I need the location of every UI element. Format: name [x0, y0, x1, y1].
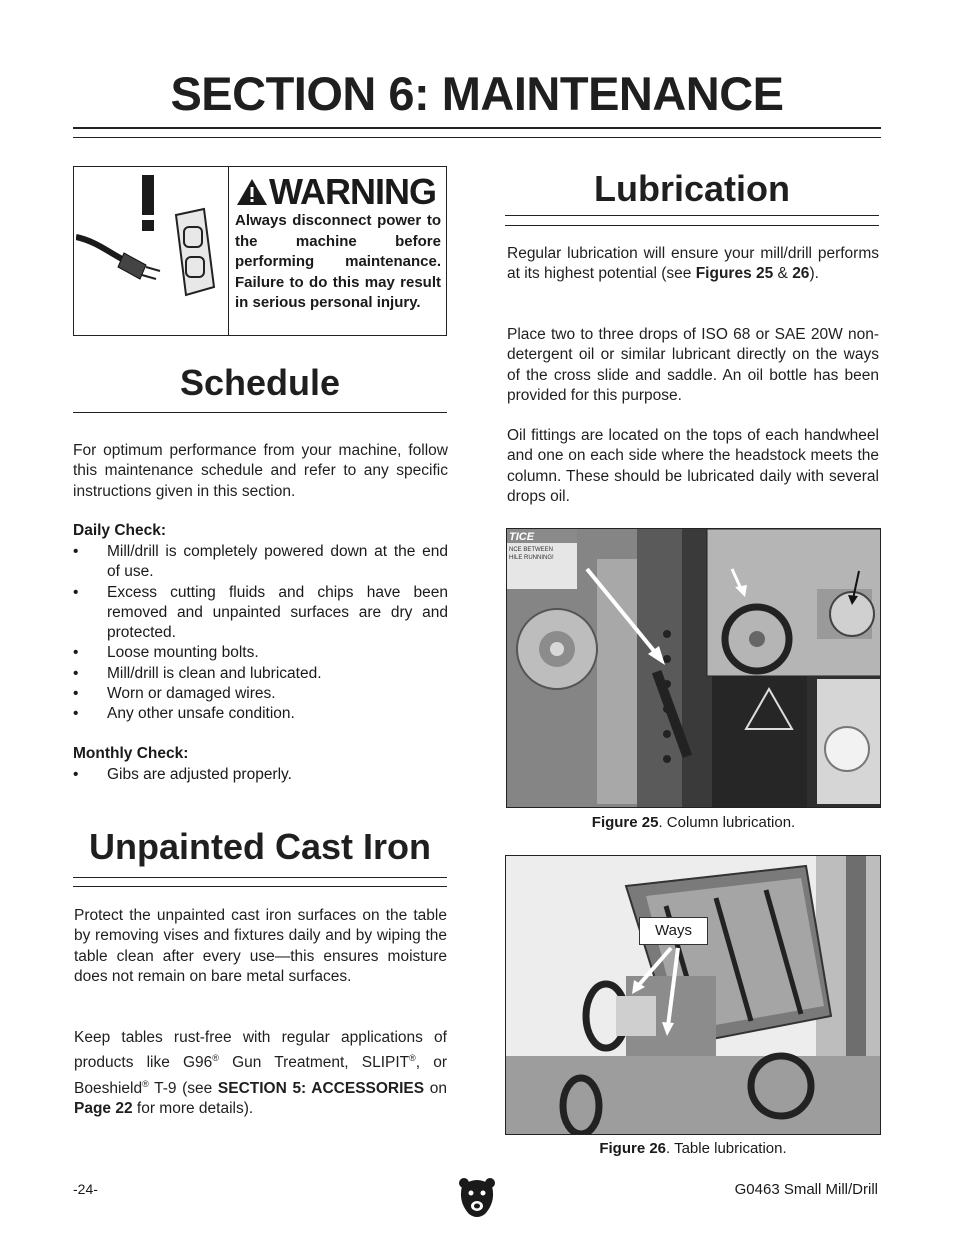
warning-box	[73, 166, 447, 336]
table-lubrication-photo	[506, 856, 881, 1135]
warning-heading	[235, 171, 436, 213]
monthly-check-list	[73, 765, 448, 785]
list-item: • Mill/drill is completely powered down at the end of use.	[73, 543, 448, 581]
list-item: • Loose mounting bolts.	[73, 644, 259, 662]
cast-iron-para-2: Keep tables rust-free with regular applications of products like G96® Gun Treatment, SLIPIT®, or Boeshield® T-9 (see SECTION 5: ACCESSORIES on Page 22 for more details).	[74, 1029, 448, 1118]
bear-logo-icon	[458, 1176, 496, 1220]
list-item: • Excess cutting fluids and chips have been removed and unpainted surfaces are dry and protected.	[73, 583, 448, 642]
list-item: • Worn or damaged wires.	[73, 685, 276, 703]
figure-25-sign-line-2: HILE RUNNING!	[509, 555, 554, 561]
lubrication-rule-2	[505, 225, 879, 226]
warning-triangle-icon	[235, 177, 269, 207]
unplug-warning-icon	[76, 169, 226, 334]
page-title: SECTION 6: MAINTENANCE	[170, 67, 784, 120]
cast-iron-heading: Unpainted Cast Iron	[88, 826, 432, 867]
figure-26-caption: Figure 26. Table lubrication.	[599, 1140, 787, 1157]
daily-check-list	[73, 542, 448, 725]
schedule-heading: Schedule	[179, 362, 341, 403]
lubrication-rule-1	[505, 215, 879, 216]
figure-26-photo	[505, 855, 881, 1135]
daily-check-label: Daily Check:	[73, 522, 167, 539]
column-lubrication-photo	[507, 529, 881, 808]
lubrication-para-3: Oil fittings are located on the tops of each handwheel and one on each side where the headstock meets the column. These should be lubricated daily with several drops oil.	[507, 427, 879, 505]
cast-iron-rule-1	[73, 877, 447, 878]
cast-iron-rule-2	[73, 886, 447, 887]
warning-heading-text: WARNING	[269, 171, 436, 212]
warning-text: Always disconnect power to the machine before performing maintenance. Failure to do this may result in serious personal injury.	[235, 212, 441, 311]
warning-divider	[228, 167, 229, 335]
schedule-rule	[73, 412, 447, 413]
ways-callout: Ways	[639, 917, 708, 945]
lubrication-heading: Lubrication	[594, 168, 790, 209]
list-item: • Any other unsafe condition.	[73, 705, 295, 723]
page-number: -24-	[73, 1181, 98, 1197]
model-name: G0463 Small Mill/Drill	[734, 1181, 878, 1198]
title-rule	[73, 127, 881, 129]
cast-iron-para-1: Protect the unpainted cast iron surfaces on the table by removing vises and fixtures daily and by wiping the table clean after every use—this ensures moisture does not remain on bare metal surfaces.	[74, 907, 447, 985]
lubrication-para-2: Place two to three drops of ISO 68 or SAE 20W non-detergent oil or similar lubricant directly on the ways of the cross slide and saddle. An oil bottle has been provided for this purpose.	[507, 326, 879, 404]
figure-25-photo	[506, 528, 881, 808]
figure-25-sign-title: TICE	[509, 531, 535, 543]
lubrication-para-1: Regular lubrication will ensure your mill/drill performs at its highest potential (see Figures 25 & 26).	[507, 245, 879, 283]
title-rule-thin	[73, 137, 881, 138]
monthly-check-label: Monthly Check:	[73, 745, 189, 762]
schedule-intro: For optimum performance from your machine, follow this maintenance schedule and refer to any specific instructions given in this section.	[73, 442, 448, 500]
figure-25-caption: Figure 25. Column lubrication.	[591, 814, 796, 831]
list-item: • Mill/drill is clean and lubricated.	[73, 664, 322, 682]
list-item: • Gibs are adjusted properly.	[73, 766, 292, 783]
figure-25-sign-line-1: NCE BETWEEN	[509, 547, 554, 553]
